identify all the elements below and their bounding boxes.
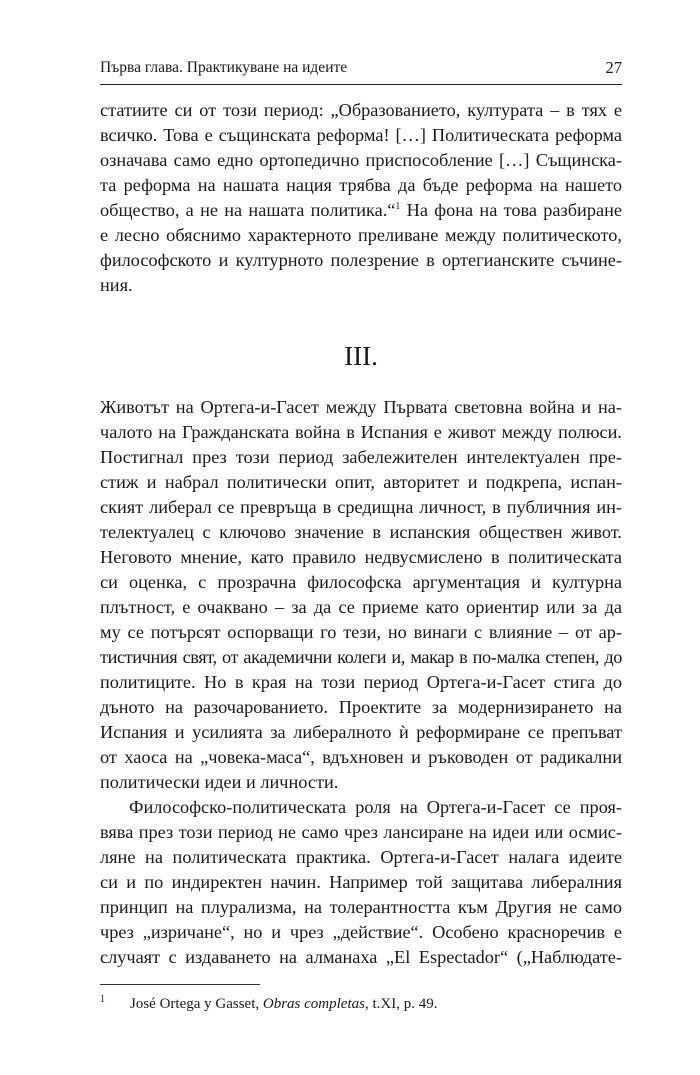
text-line: Постигнал през този период забележителен интелектуален пре- [100,447,622,467]
text-line: от хаоса на „човека-маса“, вдъхновен и ръководен от радикални [100,747,622,767]
text-line: политиците. Но в края на този период Ортега-и-Гасет стига до [100,672,622,692]
text-line: общество, а не на нашата политика.“$^1$ На фона на това разбиране [100,200,622,220]
footnote-reference[interactable]: 1 [395,200,401,212]
text-line: вява през този период не само чрез лансиране на идеи или осмис- [100,822,622,842]
work-title: Obras completas [262,996,365,1012]
text-line: тистичния свят, от академични колеги и, макар в по-малка степен, до [100,647,622,667]
text-line: му се потърсят оспорващи го тези, но винаги с влияние – от ар- [100,622,622,642]
text-line: политически идеи и личности. [100,772,339,792]
text-line: си и по индиректен начин. Например той защитава либералния [100,872,622,892]
footnote-text: José Ortega y Gasset, Obras completas, t.XI, p. 49. [130,996,438,1012]
text-line: е лесно обяснимо характерното преливане между политическото, [100,225,622,245]
footnote-rule [100,984,260,985]
text-line: Философско-политическата роля на Ортега-и-Гасет се проя- [129,797,622,817]
page-number: 27 [605,58,622,77]
text-line: плътност, е очаквано – за да се приеме като ориентир или за да [100,597,622,617]
text-line: телектуалец с ключово значение в испанския обществен живот. [100,522,622,542]
text-line: принцип на плурализма, на толерантността към Другия не само [100,897,622,917]
text-line: всичко. Това е същинската реформа! […] Политическата реформа [100,125,622,145]
text-line: ският либерал се превръща в средищна личност, в публичния ин- [100,497,622,517]
text-line: дъното на разочарованието. Проектите за модернизирането на [100,697,622,717]
text-line: чрез „изричане“, но и чрез „действие“. Особено красноречив е [100,922,622,942]
text-line: чалото на Гражданската война в Испания е живот между полюси. [100,422,622,442]
text-line: означава само едно ортопедично приспособление […] Същинска- [100,150,622,170]
text-line: философското и културното полезрение в ортегианските съчине- [100,250,622,270]
text-line: Животът на Ортега-и-Гасет между Първата световна война и на- [100,397,622,417]
text-line: си оценка, с прозрачна философска аргументация и културна [100,572,622,592]
text-line: случаят с издаването на алманаха „El Espectador“ („Наблюдате- [100,947,622,967]
running-title: Първа глава. Практикуване на идеите [100,59,348,76]
text-line: Испания и усилията за либералното ѝ реформиране се препъват [100,722,622,742]
footnote-number: 1 [100,994,105,1005]
section-heading: III. [344,341,378,371]
text-line: ния. [100,275,133,295]
text-line: стиж и набрал политически опит, авторитет и подкрепа, испан- [100,472,622,492]
text-line: статиите си от този период: „Образованието, културата – в тях е [100,100,622,120]
text-line: Неговото мнение, като правило недвусмислено в политическата [100,547,622,567]
text-line: ляне на политическата практика. Ортега-и-Гасет налага идеите [100,847,622,867]
header-rule [100,84,622,85]
text-line: та реформа на нашата нация трябва да бъде реформа на нашето [100,175,622,195]
